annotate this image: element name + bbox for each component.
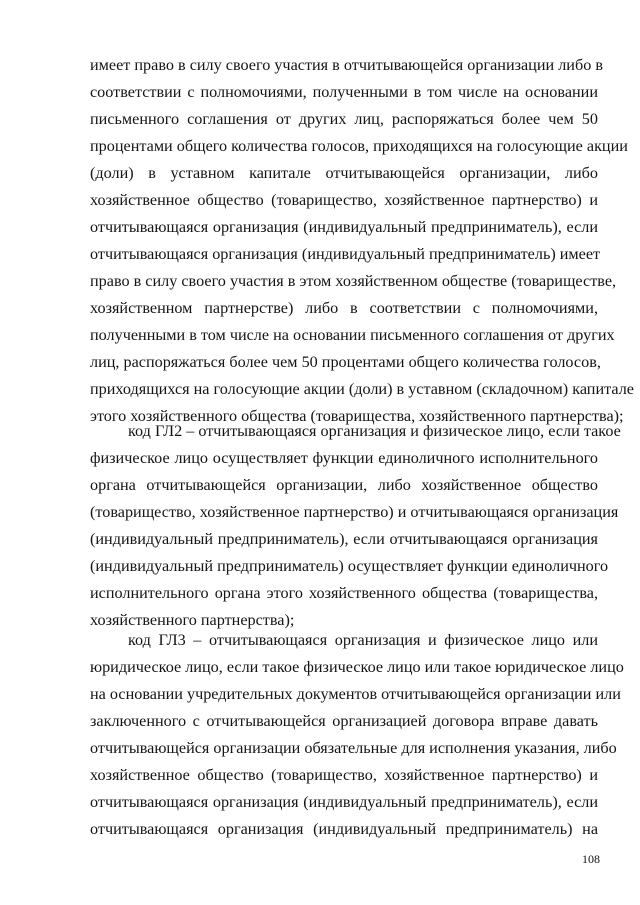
paragraph-3-line: заключенного с отчитывающейся организацией договора вправе давать bbox=[90, 712, 598, 730]
paragraph-2-line: (товарищество, хозяйственное партнерство) и отчитывающаяся организация bbox=[90, 503, 619, 521]
paragraph-1-line: отчитывающаяся организация (индивидуальный предприниматель) имеет bbox=[90, 245, 601, 263]
paragraph-2-line: хозяйственного партнерства); bbox=[90, 611, 295, 629]
paragraph-1-line: право в силу своего участия в этом хозяйственном обществе (товариществе, bbox=[90, 272, 617, 290]
paragraph-1-line: (доли) в уставном капитале отчитывающейся организации, либо bbox=[90, 164, 598, 182]
paragraph-1-line: имеет право в силу своего участия в отчитывающейся организации либо в bbox=[90, 56, 603, 74]
paragraph-2-line: органа отчитывающейся организации, либо хозяйственное общество bbox=[90, 476, 598, 494]
paragraph-3-line: юридическое лицо, если такое физическое лицо или такое юридическое лицо bbox=[90, 658, 624, 676]
paragraph-1-line: этого хозяйственного общества (товарищества, хозяйственного партнерства); bbox=[90, 407, 624, 425]
paragraph-3-line: отчитывающейся организации обязательные для исполнения указания, либо bbox=[90, 739, 617, 757]
paragraph-2-line: исполнительного органа этого хозяйственного общества (товарищества, bbox=[90, 584, 598, 602]
paragraph-1-line: лиц, распоряжаться более чем 50 процентами общего количества голосов, bbox=[90, 353, 601, 371]
paragraph-3-line: отчитывающаяся организация (индивидуальный предприниматель) на bbox=[90, 820, 598, 838]
paragraph-2-line: (индивидуальный предприниматель), если отчитывающаяся организация bbox=[90, 530, 598, 548]
paragraph-2-line: физическое лицо осуществляет функции единоличного исполнительного bbox=[90, 449, 598, 467]
paragraph-2-line: (индивидуальный предприниматель) осуществляет функции единоличного bbox=[90, 557, 609, 575]
paragraph-1-line: хозяйственном партнерстве) либо в соответствии с полномочиями, bbox=[90, 299, 598, 317]
paragraph-2-line: код ГЛ2 – отчитывающаяся организация и физическое лицо, если такое bbox=[128, 422, 621, 440]
paragraph-1-line: полученными в том числе на основании письменного соглашения от других bbox=[90, 326, 615, 344]
paragraph-1-line: процентами общего количества голосов, приходящихся на голосующие акции bbox=[90, 137, 628, 155]
paragraph-1-line: соответствии с полномочиями, полученными в том числе на основании bbox=[90, 83, 598, 101]
paragraph-1-line: письменного соглашения от других лиц, распоряжаться более чем 50 bbox=[90, 110, 598, 128]
paragraph-1-line: отчитывающаяся организация (индивидуальный предприниматель), если bbox=[90, 218, 598, 236]
paragraph-3-line: хозяйственное общество (товарищество, хозяйственное партнерство) и bbox=[90, 766, 598, 784]
paragraph-3-line: код ГЛ3 – отчитывающаяся организация и физическое лицо или bbox=[128, 631, 598, 649]
paragraph-3-line: на основании учредительных документов отчитывающейся организации или bbox=[90, 685, 621, 703]
paragraph-1-line: приходящихся на голосующие акции (доли) в уставном (складочном) капитале bbox=[90, 380, 634, 398]
paragraph-2 bbox=[90, 418, 621, 634]
paragraph-3-line: отчитывающаяся организация (индивидуальный предприниматель), если bbox=[90, 793, 598, 811]
paragraph-3 bbox=[90, 627, 624, 843]
page-number: 108 bbox=[582, 852, 600, 866]
paragraph-1 bbox=[90, 52, 634, 430]
paragraph-1-line: хозяйственное общество (товарищество, хозяйственное партнерство) и bbox=[90, 191, 598, 209]
